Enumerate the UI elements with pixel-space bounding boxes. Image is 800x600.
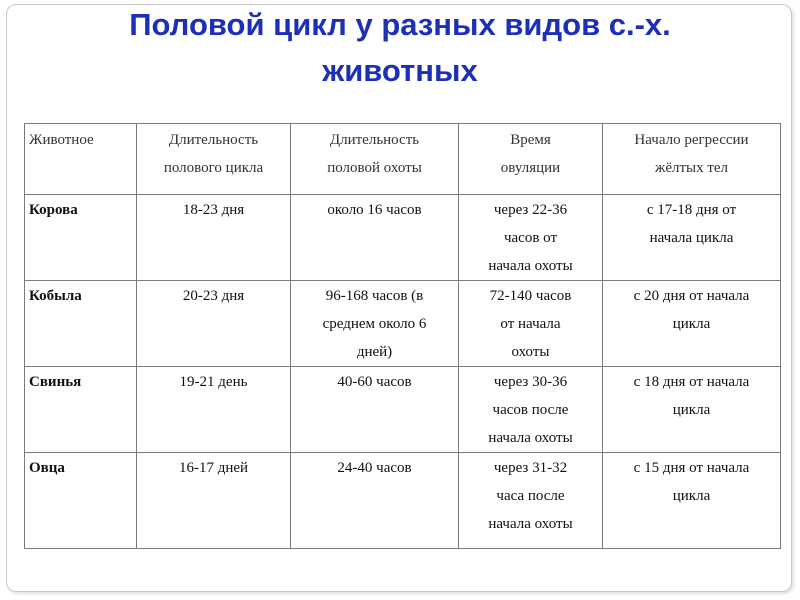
cell-regression xyxy=(603,367,781,453)
header-animal xyxy=(25,124,137,195)
title-line-1: Половой цикл у разных видов с.-х. xyxy=(129,7,671,42)
cell-text: цикла xyxy=(672,402,711,418)
cell-animal xyxy=(25,195,137,281)
cell-animal xyxy=(25,453,137,549)
cell-text: дней) xyxy=(356,344,393,360)
cell-text: начала охоты xyxy=(488,430,573,446)
cell-text: 40-60 часов xyxy=(337,374,412,390)
cell-text: с 18 дня от начала xyxy=(633,374,750,390)
cell-text: 16-17 дней xyxy=(178,460,249,476)
cell-text: с 20 дня от начала xyxy=(633,288,750,304)
cell-heat xyxy=(291,367,459,453)
cell-cycle xyxy=(137,195,291,281)
cell-regression xyxy=(603,281,781,367)
table-row xyxy=(25,367,781,453)
cell-text: от начала xyxy=(500,316,561,332)
header-text: Время xyxy=(510,132,551,148)
cell-text: 72-140 часов xyxy=(489,288,572,304)
cell-text: охоты xyxy=(511,344,550,360)
cell-text: часов от xyxy=(503,230,558,246)
cell-text: 18-23 дня xyxy=(182,202,245,218)
cell-ovulation xyxy=(459,367,603,453)
cell-text: Овца xyxy=(29,460,65,476)
cell-text: начала охоты xyxy=(488,258,573,274)
cell-heat xyxy=(291,453,459,549)
cell-cycle xyxy=(137,453,291,549)
title-line-2: животных xyxy=(322,53,478,88)
cell-text: цикла xyxy=(672,316,711,332)
cell-animal xyxy=(25,281,137,367)
cell-text: цикла xyxy=(672,488,711,504)
cell-text: 20-23 дня xyxy=(182,288,245,304)
header-text: полового цикла xyxy=(163,160,264,176)
header-text: Начало регрессии xyxy=(634,132,749,148)
cell-text: 19-21 день xyxy=(179,374,248,390)
header-text: овуляции xyxy=(500,160,561,176)
table-row xyxy=(25,195,781,281)
table-header-row xyxy=(25,124,781,195)
cell-text: около 16 часов xyxy=(327,202,422,218)
cell-ovulation xyxy=(459,281,603,367)
cell-ovulation xyxy=(459,453,603,549)
header-text: половой охоты xyxy=(327,160,422,176)
estrous-cycle-table xyxy=(24,123,781,549)
cell-text: через 30-36 xyxy=(493,374,568,390)
header-text: Длительность xyxy=(168,132,259,148)
cell-text: через 22-36 xyxy=(493,202,568,218)
table-row xyxy=(25,281,781,367)
cell-text: начала охоты xyxy=(488,516,573,532)
cell-text: начала цикла xyxy=(649,230,734,246)
cell-text: Свинья xyxy=(29,374,82,390)
cell-text: с 15 дня от начала xyxy=(633,460,750,476)
table-row xyxy=(25,453,781,549)
cell-text: 96-168 часов (в xyxy=(325,288,424,304)
header-text: Животное xyxy=(29,132,94,148)
cell-text: 24-40 часов xyxy=(337,460,412,476)
cell-regression xyxy=(603,195,781,281)
cell-animal xyxy=(25,367,137,453)
cell-text: через 31-32 xyxy=(493,460,568,476)
cell-text: часов после xyxy=(492,402,569,418)
cell-heat xyxy=(291,195,459,281)
cell-regression xyxy=(603,453,781,549)
cell-text: среднем около 6 xyxy=(322,316,427,332)
header-cycle-length xyxy=(137,124,291,195)
header-heat-length xyxy=(291,124,459,195)
slide-title xyxy=(0,2,800,94)
cell-text: Кобыла xyxy=(29,288,82,304)
cell-cycle xyxy=(137,367,291,453)
cell-heat xyxy=(291,281,459,367)
cell-cycle xyxy=(137,281,291,367)
cell-text: часа после xyxy=(496,488,565,504)
header-text: жёлтых тел xyxy=(654,160,729,176)
cell-text: с 17-18 дня от xyxy=(646,202,737,218)
cell-text: Корова xyxy=(29,202,78,218)
header-regression-start xyxy=(603,124,781,195)
header-ovulation-time xyxy=(459,124,603,195)
header-text: Длительность xyxy=(329,132,420,148)
cell-ovulation xyxy=(459,195,603,281)
